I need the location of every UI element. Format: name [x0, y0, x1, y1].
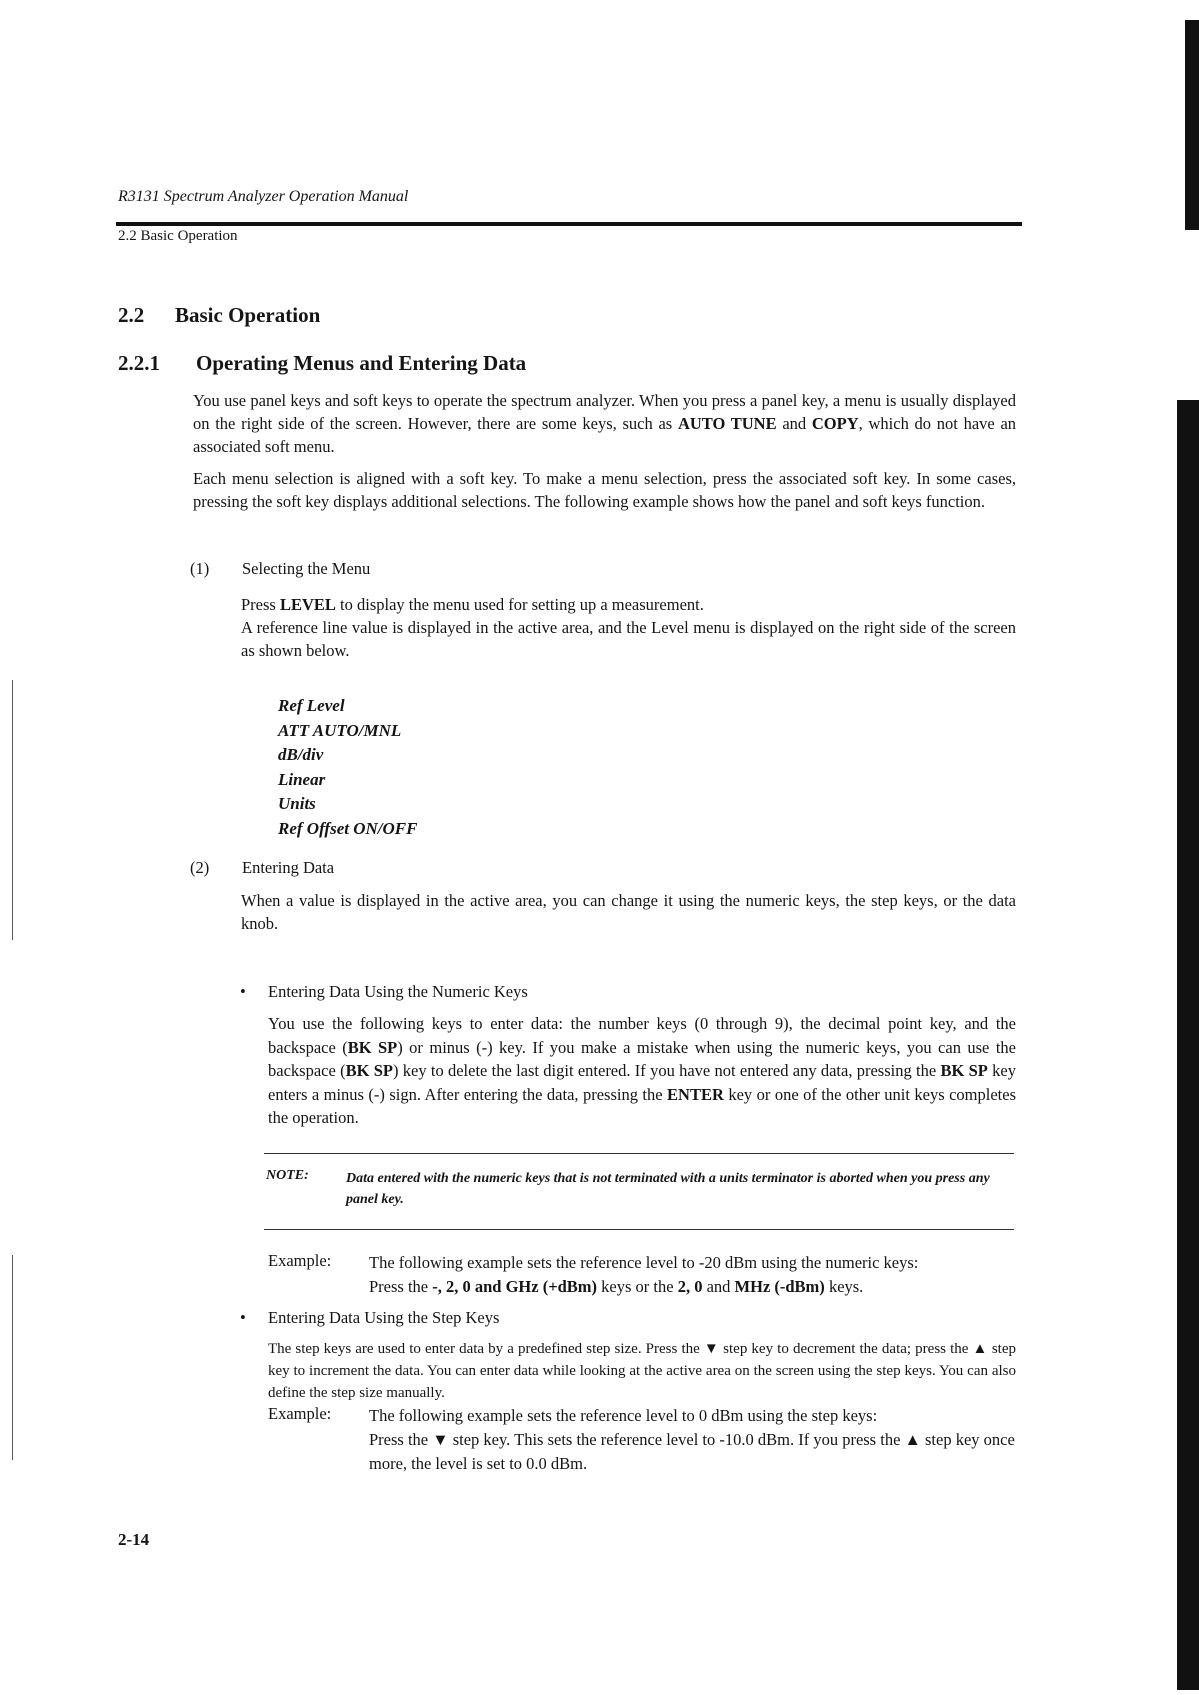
subsection-number: 2.2.1	[118, 351, 160, 375]
down-arrow-icon: ▼	[703, 1341, 720, 1357]
example-1-text: The following example sets the reference level to -20 dBm using the numeric keys: Press the -, 2, 0 and GHz (+dBm) keys or the 2, 0 and MHz (-dBm) keys.	[369, 1253, 919, 1296]
note-bottom-rule	[264, 1229, 1014, 1230]
step-keys-heading: • Entering Data Using the Step Keys	[240, 1308, 500, 1327]
numeric-keys-text: You use the following keys to enter data: the number keys (0 through 9), the decimal point key, and the backspace (BK SP) or minus (-) key. If you make a mistake when using the numeric keys, you can use the backspace (BK SP) key to delete the last digit entered. If you have not entered any data, pressing the BK SP key enters a minus (-) sign. After entering the data, pressing the ENTER key or one of the other unit keys completes the operation.	[268, 1014, 1016, 1127]
section-heading	[118, 303, 320, 328]
header-section: 2.2 Basic Operation	[118, 228, 238, 244]
scan-margin-line	[12, 1255, 13, 1460]
note-label: NOTE:	[266, 1168, 309, 1183]
menu-item: Ref Level	[278, 696, 345, 715]
menu-item: dB/div	[278, 745, 324, 764]
subsection-title: Operating Menus and Entering Data	[196, 351, 527, 375]
scan-margin-line	[12, 680, 13, 940]
section-number: 2.2	[118, 303, 145, 327]
scan-edge-top	[1185, 20, 1199, 230]
numeric-keys-heading: • Entering Data Using the Numeric Keys	[240, 982, 528, 1001]
intro-paragraph-1: You use panel keys and soft keys to operate the spectrum analyzer. When you press a panel key, a menu is usually displayed on the right side of the screen. However, there are some keys, such as AUTO TUNE and COPY, which do not have an associated soft menu.	[193, 391, 1017, 456]
example-2-text: The following example sets the reference level to 0 dBm using the step keys: Press the ▼ step key. This sets the reference level to -10.0 dBm. If you press the ▲ step key once more, the level is set to 0.0 dBm.	[369, 1406, 1015, 1473]
step-2-heading: (2) Entering Data	[190, 858, 335, 877]
menu-item: Linear	[278, 769, 326, 789]
page-number: 2-14	[118, 1530, 150, 1549]
down-arrow-icon: ▼	[432, 1430, 449, 1449]
intro-paragraph-2: Each menu selection is aligned with a soft key. To make a menu selection, press the associated soft key. In some cases, pressing the soft key displays additional selections. The following example shows how the panel and soft keys function.	[193, 469, 1016, 511]
example-2-label: Example:	[268, 1404, 332, 1423]
step-2-text: When a value is displayed in the active area, you can change it using the numeric keys, the step keys, or the data knob.	[241, 891, 1016, 933]
step-1-text: Press LEVEL to display the menu used for setting up a measurement. A reference line value is displayed in the active area, and the Level menu is displayed on the right side of the screen as shown below.	[241, 595, 1016, 660]
example-1-label: Example:	[268, 1251, 332, 1270]
subsection-heading	[118, 351, 526, 376]
step-keys-text: The step keys are used to enter data by a predefined step size. Press the ▼ step key to decrement the data; press the ▲ step key to increment the data. You can enter data while looking at the active area on the screen using the step keys. You can also define the step size manually.	[268, 1341, 1016, 1401]
menu-item: Ref Offset ON/OFF	[278, 818, 418, 838]
manual-title: R3131 Spectrum Analyzer Operation Manual	[118, 188, 409, 205]
up-arrow-icon: ▲	[904, 1430, 921, 1449]
step-1-heading: (1) Selecting the Menu	[190, 559, 371, 578]
up-arrow-icon: ▲	[972, 1341, 988, 1357]
header-rule	[116, 222, 1022, 226]
section-title: Basic Operation	[175, 303, 321, 327]
note-top-rule	[264, 1153, 1014, 1154]
menu-item: ATT AUTO/MNL	[278, 720, 402, 740]
menu-item: Units	[278, 794, 316, 813]
note-text: Data entered with the numeric keys that is not terminated with a units terminator is aborted when you press any panel key.	[346, 1171, 990, 1207]
level-menu	[278, 694, 417, 841]
scan-edge-right	[1177, 400, 1199, 1690]
